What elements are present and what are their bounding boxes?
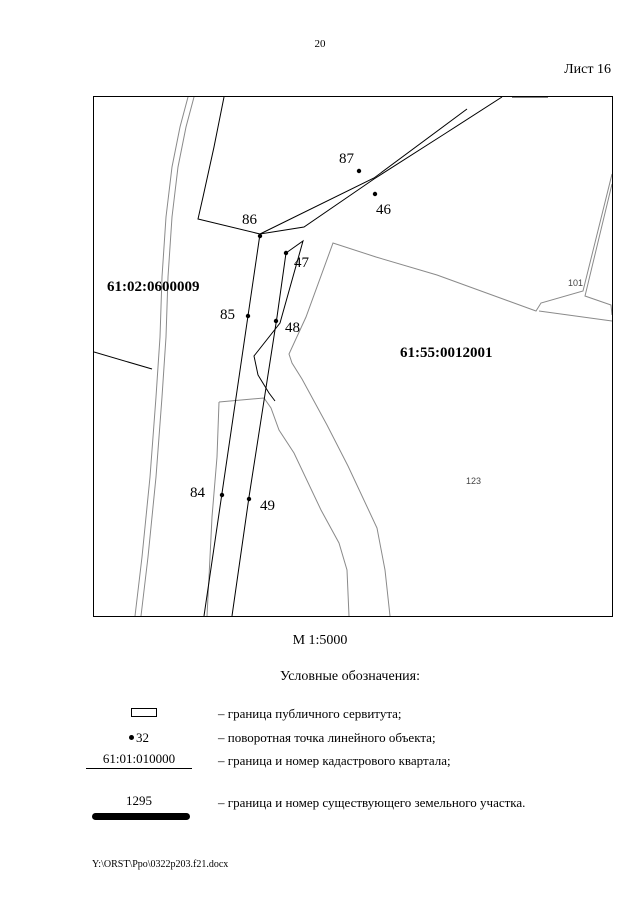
turning-point-86: [258, 234, 262, 238]
legend-point-number: 32: [136, 730, 149, 745]
servitude-boundary: [204, 234, 303, 616]
legend-item-parcel: [0, 793, 640, 825]
quarter-label-left: 61:02:0600009: [107, 279, 200, 295]
map-canvas: [94, 97, 612, 616]
legend-item-turning-point: [0, 728, 640, 750]
point-dot-icon: [129, 735, 134, 740]
point-label-85: 85: [220, 307, 235, 323]
legend-symbol-quarter: [86, 751, 204, 773]
parcel-bar-icon: [92, 813, 190, 820]
legend-symbol-parcel: [86, 793, 204, 825]
legend-title: Условные обозначения:: [279, 669, 421, 684]
legend-parcel-number: 1295: [126, 793, 152, 808]
point-label-47: 47: [294, 255, 309, 271]
legend-desc-servitude: – граница публичного сервитута;: [218, 706, 402, 721]
page-number: 20: [314, 38, 326, 50]
servitude-rect-icon: [131, 708, 157, 717]
cadastral-map: [93, 96, 613, 617]
legend-symbol-servitude: [86, 704, 204, 726]
legend-item-servitude: [0, 704, 640, 726]
point-label-49: 49: [260, 498, 275, 514]
legend-desc-quarter: – граница и номер кадастрового квартала;: [218, 753, 451, 768]
turning-point-49: [247, 497, 251, 501]
file-path: Y:\ORST\Ppo\0322p203.f21.docx: [92, 859, 229, 870]
point-label-46: 46: [376, 202, 391, 218]
turning-point-84: [220, 493, 224, 497]
sheet-label: Лист 16: [564, 62, 611, 77]
quarter-label-right: 61:55:0012001: [400, 345, 493, 361]
turning-point-46: [373, 192, 377, 196]
turning-point-87: [357, 169, 361, 173]
turning-point-85: [246, 314, 250, 318]
legend-symbol-turning-point: [86, 728, 204, 750]
parcel-label-101: 101: [568, 278, 584, 288]
quarter-boundaries: [94, 97, 548, 369]
legend-quarter-number: 61:01:010000: [86, 751, 192, 769]
point-label-84: 84: [190, 485, 205, 501]
legend-item-quarter: [0, 751, 640, 773]
legend-desc-parcel: – граница и номер существующего земельного участка.: [218, 795, 526, 810]
point-label-87: 87: [339, 151, 354, 167]
parcel-label-123: 123: [466, 476, 482, 486]
legend-desc-turning-point: – поворотная точка линейного объекта;: [218, 730, 436, 745]
parcel-boundaries: [135, 97, 612, 616]
turning-point-47: [284, 251, 288, 255]
point-label-86: 86: [242, 212, 257, 228]
map-scale: М 1:5000: [292, 633, 348, 648]
point-label-48: 48: [285, 320, 300, 336]
turning-point-48: [274, 319, 278, 323]
